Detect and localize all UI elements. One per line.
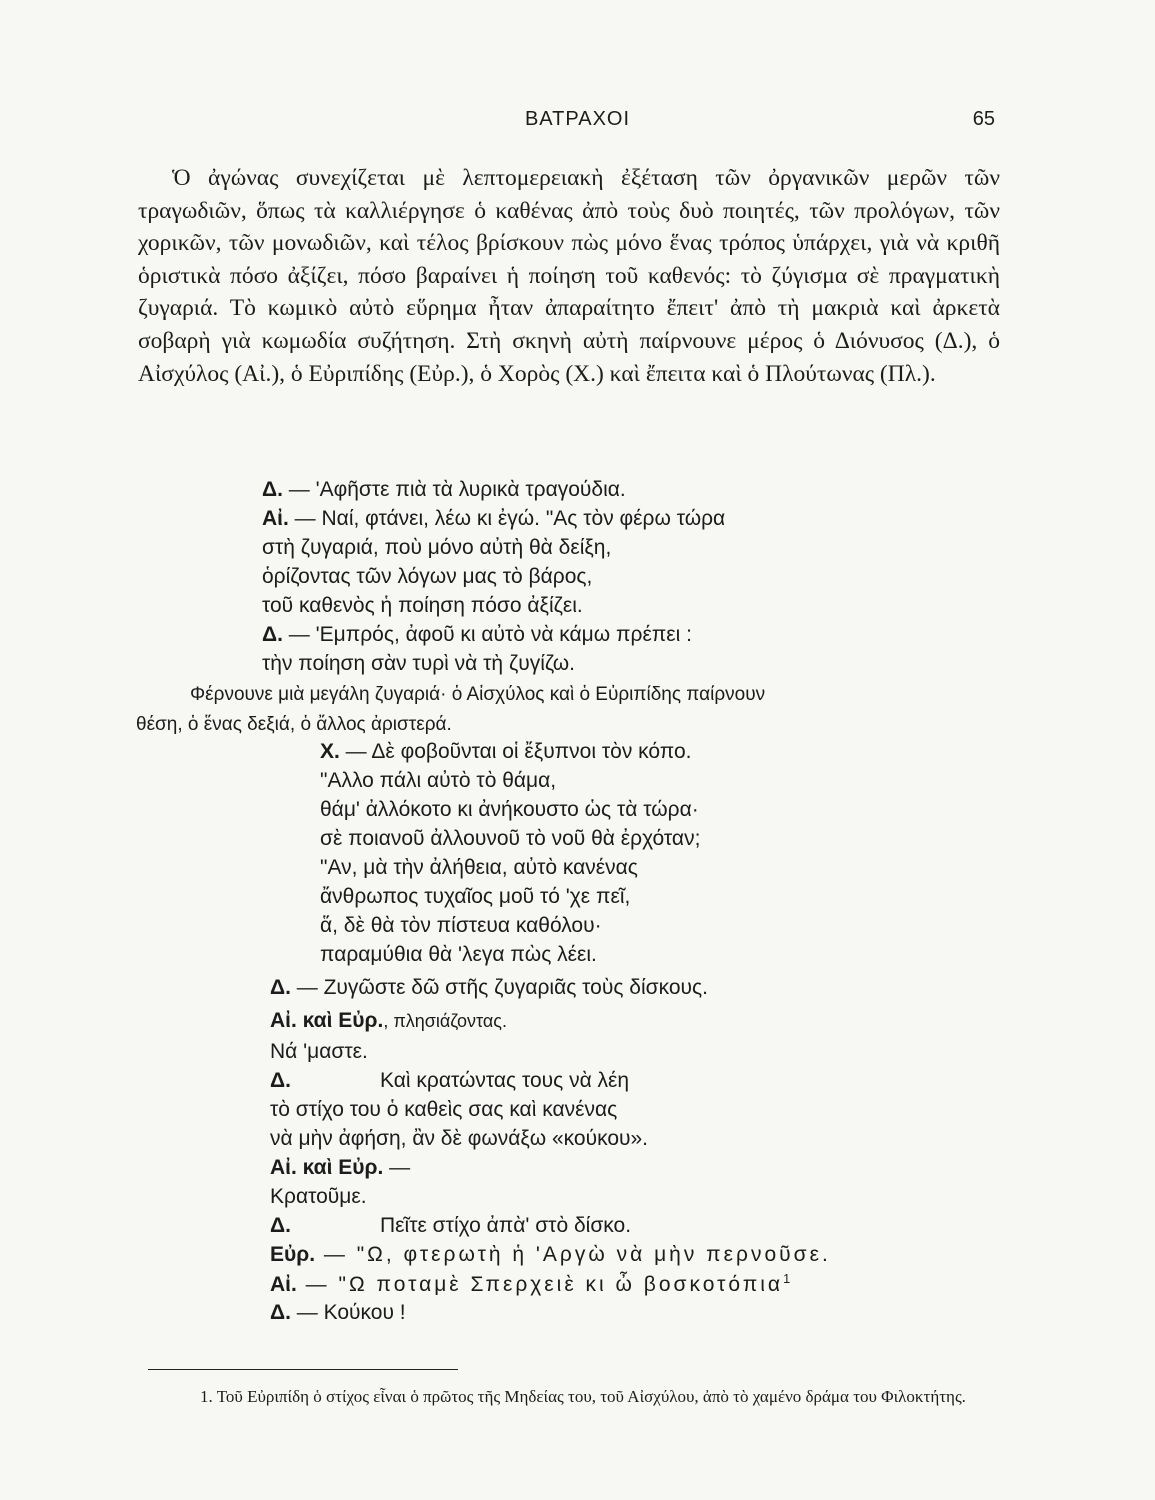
intro-paragraph	[138, 162, 1000, 390]
speaker-label: Δ.	[262, 478, 283, 501]
dialogue-line	[262, 507, 725, 531]
stage-direction: Φέρνουνε μιὰ μεγάλη ζυγαριά· ὁ Αἰσχύλος καὶ ὁ Εὐριπίδης παίρνουν	[190, 684, 766, 705]
dialogue-line	[270, 1214, 631, 1238]
dialogue-text: — Ζυγῶστε δῶ στῆς ζυγαριᾶς τοὺς δίσκους.	[290, 976, 708, 999]
dialogue-text: Καὶ κρατώντας τους νὰ λέη	[380, 1069, 630, 1092]
footnote-marker[interactable]: 1	[783, 1272, 791, 1286]
verse-line: στὴ ζυγαριά, ποὺ μόνο αὐτὴ θὰ δείξη,	[262, 536, 612, 559]
dialogue-line	[270, 1009, 507, 1033]
dialogue-line	[270, 1301, 406, 1325]
dialogue-line	[270, 976, 708, 1000]
dialogue-text: — 'Εμπρός, ἀφοῦ κι αὐτὸ νὰ κάμω πρέπει :	[282, 623, 692, 646]
speaker-label: Δ.	[262, 623, 283, 646]
dialogue-text: — Δὲ φοβοῦνται οἱ ἔξυπνοι τὸν κόπο.	[339, 740, 692, 763]
speaker-label: Δ.	[270, 1069, 291, 1092]
verse-line: τὸ στίχο του ὁ καθεὶς σας καὶ κανένας	[270, 1098, 618, 1121]
verse-line: Νά 'μαστε.	[270, 1040, 368, 1063]
verse-line: "Αν, μὰ τὴν ἀλήθεια, αὐτὸ κανένας	[320, 856, 638, 879]
verse-line: ἅ, δὲ θὰ τὸν πίστευα καθόλου·	[320, 914, 602, 937]
dialogue-text: — Κούκου !	[290, 1301, 406, 1324]
verse-line: "Αλλο πάλι αὐτὸ τὸ θάμα,	[320, 769, 557, 792]
dialogue-text: — 'Αφῆστε πιὰ τὰ λυρικὰ τραγούδια.	[282, 478, 626, 501]
verse-line: τοῦ καθενὸς ἡ ποίηση πόσο ἀξίζει.	[262, 594, 583, 617]
speaker-label: Αἰ.	[270, 1273, 297, 1296]
dialogue-line	[320, 740, 692, 764]
verse-line: Κρατοῦμε.	[270, 1185, 367, 1208]
stage-direction: θέση, ὁ ἕνας δεξιά, ὁ ἄλλος ἀριστερά.	[136, 714, 452, 735]
dialogue-line	[262, 623, 692, 647]
dialogue-text: — "Ω ποταμὲ Σπερχειὲ κι ὦ βοσκοτόπια	[296, 1273, 784, 1296]
dialogue-text: — "Ω, φτερωτὴ ἡ 'Αργὼ νὰ μὴν περνοῦσε.	[315, 1243, 831, 1266]
dialogue-line	[270, 1156, 410, 1180]
speaker-label: Αἰ. καὶ Εὐρ.	[270, 1009, 384, 1032]
speaker-label: Δ.	[270, 1301, 291, 1324]
speaker-label: Χ.	[320, 740, 340, 763]
verse-line: ἄνθρωπος τυχαῖος μοῦ τό 'χε πεῖ,	[320, 885, 631, 908]
dialogue-line	[270, 1069, 629, 1093]
dialogue-line	[262, 478, 626, 502]
footnote	[138, 1383, 1000, 1410]
verse-line: παραμύθια θὰ 'λεγα πὼς λέει.	[320, 943, 597, 966]
speaker-label: Δ.	[270, 1214, 291, 1237]
dialogue-text: — Ναί, φτάνει, λέω κι ἐγώ. "Ας τὸν φέρω τώρα	[288, 507, 726, 530]
dialogue-line	[270, 1272, 790, 1297]
page-number: 65	[972, 108, 995, 130]
speaker-label: Δ.	[270, 976, 291, 999]
verse-line: θάμ' ἀλλόκοτο κι ἀνήκουστο ὡς τὰ τώρα·	[320, 798, 699, 821]
speaker-label: Αἰ. καὶ Εὐρ.	[270, 1156, 384, 1179]
footnote-rule	[148, 1369, 458, 1370]
dialogue-text: Πεῖτε στίχο ἀπὰ' στὸ δίσκο.	[380, 1214, 632, 1237]
speaker-label: Εὐρ.	[270, 1243, 316, 1266]
verse-line: τὴν ποίηση σὰν τυρὶ νὰ τὴ ζυγίζω.	[262, 652, 575, 675]
dialogue-line	[270, 1243, 831, 1267]
dialogue-text: —	[383, 1156, 411, 1179]
verse-line: ὁρίζοντας τῶν λόγων μας τὸ βάρος,	[262, 565, 593, 588]
footnote-text: 1. Τοῦ Εὐριπίδη ὁ στίχος εἶναι ὁ πρῶτος τῆς Μηδείας του, τοῦ Αἰσχύλου, ἀπὸ τὸ χαμένο δράμα του Φιλοκτήτης.	[200, 1387, 966, 1406]
verse-line: σὲ ποιανοῦ ἀλλουνοῦ τὸ νοῦ θὰ ἐρχόταν;	[320, 827, 701, 850]
verse-line: νὰ μὴν ἀφήση, ἂν δὲ φωνάξω «κούκου».	[270, 1127, 648, 1150]
intro-text: Ὁ ἀγώνας συνεχίζεται μὲ λεπτομερειακὴ ἐξέταση τῶν ὀργανικῶν μερῶν τῶν τραγωδιῶν, ὅπως τὰ καλλιέργησε ὁ καθένας ἀπὸ τοὺς δυὸ ποιητές, τῶν προλόγων, τῶν χορικῶν, τῶν μονωδιῶν, καὶ τέλος βρίσκουν πὼς μόνο ἕνας τρόπος ὑπάρχει, γιὰ νὰ κριθῆ ὁριστικὰ πόσο ἀξίζει, πόσο βαραίνει ἡ ποίηση τοῦ καθενός: τὸ ζύγισμα σὲ πραγματικὴ ζυγαριά. Τὸ κωμικὸ αὐτὸ εὕρημα ἦταν ἀπαραίτητο ἔπειτ' ἀπὸ τὴ μακριὰ καὶ ἀρκετὰ σοβαρὴ γιὰ κωμωδία συζήτηση. Στὴ σκηνὴ αὐτὴ παίρνουνε μέρος ὁ Διόνυσος (Δ.), ὁ Αἰσχύλος (Αἰ.), ὁ Εὐριπίδης (Εὐρ.), ὁ Χορὸς (Χ.) καὶ ἔπειτα καὶ ὁ Πλούτωνας (Πλ.).	[138, 165, 1000, 387]
running-header-title: ΒΑΤΡΑΧΟΙ	[524, 108, 631, 130]
stage-note: , πλησιάζοντας.	[383, 1011, 507, 1031]
speaker-label: Αἰ.	[262, 507, 289, 530]
